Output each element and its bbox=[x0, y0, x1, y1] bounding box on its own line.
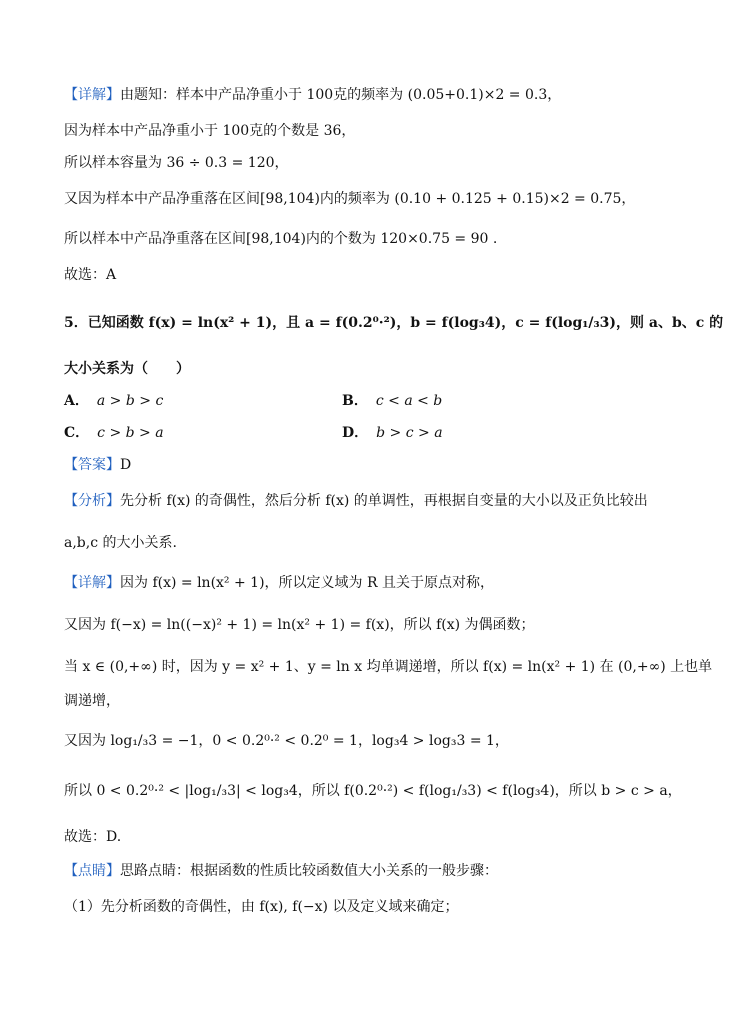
detail-2-line-6: 所以 0 < 0.2⁰·² < |log₁/₃3| < log₃4，所以 f(0.2⁰·²) < f(log₁/₃3) < f(log₃4)，所以 b > c > a， bbox=[64, 783, 682, 799]
option-c-text: c > b > a bbox=[97, 425, 164, 441]
answer-tag: 【答案】 bbox=[64, 457, 120, 473]
detail-line-2: 因为样本中产品净重小于 100克的个数是 36， bbox=[64, 123, 356, 139]
detail-line-3: 所以样本容量为 36 ÷ 0.3 = 120， bbox=[64, 155, 289, 171]
analysis-line bbox=[64, 490, 697, 512]
option-a-text: a > b > c bbox=[96, 393, 164, 409]
detail-2-text: 因为 f(x) = ln(x² + 1)，所以定义域为 R 且关于原点对称， bbox=[120, 575, 494, 591]
answer-line bbox=[64, 454, 697, 476]
detail-2-line-4: 调递增， bbox=[64, 693, 120, 709]
detail-2-line-2: 又因为 f(−x) = ln((−x)² + 1) = ln(x² + 1) = f(x)，所以 f(x) 为偶函数； bbox=[64, 617, 535, 633]
question-5-stem-cont: 大小关系为（ ） bbox=[64, 361, 190, 377]
option-c bbox=[64, 422, 164, 444]
option-a bbox=[64, 390, 163, 412]
option-c-label: C． bbox=[64, 425, 90, 441]
answer-text: D bbox=[120, 457, 132, 473]
detail-tag: 【详解】 bbox=[64, 87, 120, 103]
analysis-line-cont: a,b,c 的大小关系. bbox=[64, 535, 177, 551]
detail-line-5: 所以样本中产品净重落在区间[98,104)内的个数为 120×0.75 = 90 . bbox=[64, 231, 498, 247]
option-a-label: A． bbox=[64, 393, 89, 409]
tip-step-1: （1）先分析函数的奇偶性，由 f(x), f(−x) 以及定义域来确定； bbox=[64, 899, 459, 915]
detail-2-line-5: 又因为 log₁/₃3 = −1，0 < 0.2⁰·² < 0.2⁰ = 1，log₃4 > log₃3 = 1， bbox=[64, 733, 509, 749]
tip-text: 思路点睛：根据函数的性质比较函数值大小关系的一般步骤： bbox=[120, 863, 498, 879]
detail-2-line-1 bbox=[64, 572, 697, 594]
option-d-text: b > c > a bbox=[376, 425, 443, 441]
tip-line bbox=[64, 860, 697, 882]
option-b-label: B． bbox=[342, 393, 368, 409]
option-b bbox=[342, 390, 442, 412]
analysis-tag: 【分析】 bbox=[64, 493, 120, 509]
option-d-label: D． bbox=[342, 425, 369, 441]
question-5-stem: 5．已知函数 f(x) = ln(x² + 1)，且 a = f(0.2⁰·²)，b = f(log₃4)，c = f(log₁/₃3)，则 a、b、c 的 bbox=[64, 315, 724, 331]
detail-text: 由题知：样本中产品净重小于 100克的频率为 (0.05+0.1)×2 = 0.3， bbox=[120, 87, 562, 103]
choice-line: 故选：A bbox=[64, 267, 117, 283]
detail-2-tag: 【详解】 bbox=[64, 575, 120, 591]
option-b-text: c < a < b bbox=[375, 393, 443, 409]
detail-line-1 bbox=[64, 84, 697, 106]
detail-2-line-3: 当 x ∈ (0,+∞) 时，因为 y = x² + 1、y = ln x 均单调递增，所以 f(x) = ln(x² + 1) 在 (0,+∞) 上也单 bbox=[64, 659, 713, 675]
detail-2-line-7: 故选：D. bbox=[64, 829, 122, 845]
option-d bbox=[342, 422, 443, 444]
detail-line-4: 又因为样本中产品净重落在区间[98,104)内的频率为 (0.10 + 0.125 + 0.15)×2 = 0.75， bbox=[64, 191, 636, 207]
analysis-text: 先分析 f(x) 的奇偶性，然后分析 f(x) 的单调性，再根据自变量的大小以及正负比较出 bbox=[120, 493, 648, 509]
tip-tag: 【点睛】 bbox=[64, 863, 120, 879]
